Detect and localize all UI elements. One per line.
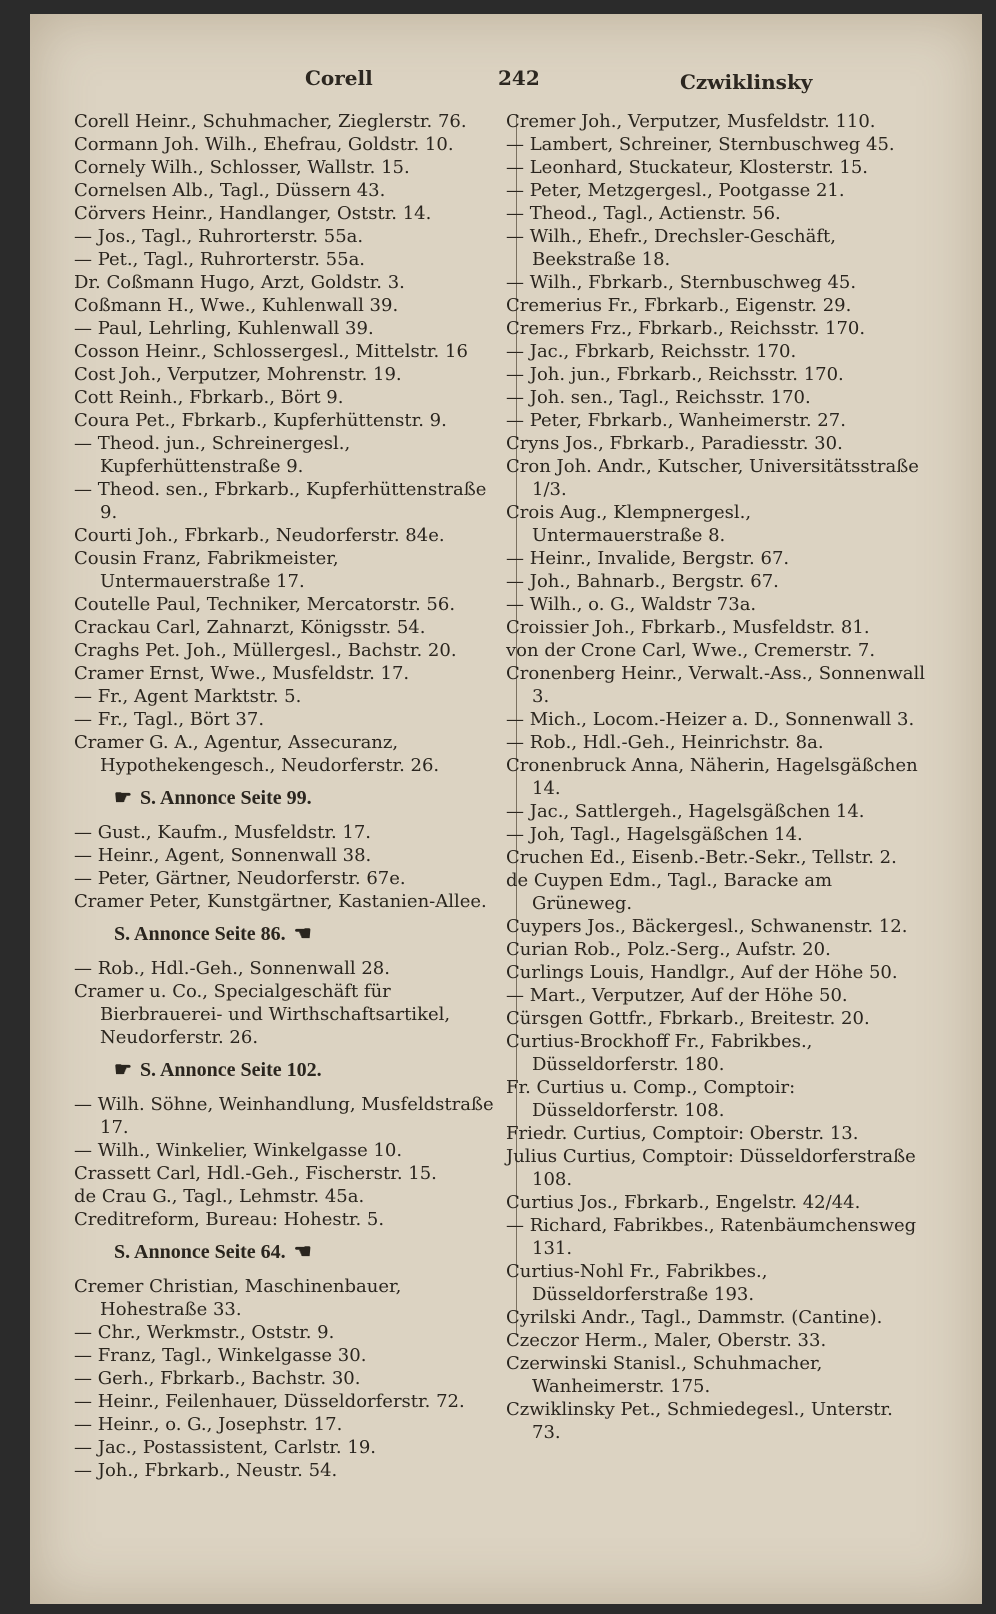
directory-entry: Croissier Joh., Fbrkarb., Musfeldstr. 81.: [506, 617, 870, 638]
header-left-keyword: Corell: [305, 66, 373, 90]
directory-entry: Cyrilski Andr., Tagl., Dammstr. (Cantine).: [506, 1307, 883, 1328]
directory-entry: — Heinr., Feilenhauer, Düsseldorferstr. 72.: [74, 1391, 465, 1412]
directory-entry: Crassett Carl, Hdl.-Geh., Fischerstr. 15.: [74, 1163, 437, 1184]
annonce-text: S. Annonce Seite 64.: [114, 1241, 286, 1263]
annonce-text: S. Annonce Seite 86.: [114, 923, 286, 945]
directory-entry: — Jac., Fbrkarb, Reichsstr. 170.: [506, 341, 797, 362]
directory-entry: — Heinr., Agent, Sonnenwall 38.: [74, 845, 372, 866]
directory-entry: Cuypers Jos., Bäckergesl., Schwanenstr. 12.: [506, 916, 908, 937]
directory-entry: — Wilh., Fbrkarb., Sternbuschweg 45.: [506, 272, 857, 293]
page-number: 242: [498, 66, 540, 90]
directory-entry: — Theod. jun., Schreinergesl., Kupferhüttenstraße 9.: [74, 433, 351, 477]
directory-entry: — Theod. sen., Fbrkarb., Kupferhüttenstraße 9.: [74, 479, 487, 523]
directory-entry: Cost Joh., Verputzer, Mohrenstr. 19.: [74, 364, 402, 385]
directory-entry: — Chr., Werkmstr., Oststr. 9.: [74, 1322, 335, 1343]
directory-entry: — Franz, Tagl., Winkelgasse 30.: [74, 1345, 367, 1366]
directory-entry: Cruchen Ed., Eisenb.-Betr.-Sekr., Tellstr. 2.: [506, 847, 897, 868]
directory-entry: von der Crone Carl, Wwe., Cremerstr. 7.: [506, 640, 876, 661]
directory-entry: Curtius-Brockhoff Fr., Fabrikbes., Düsseldorferstr. 180.: [506, 1031, 813, 1075]
directory-entry: — Wilh. Söhne, Weinhandlung, Musfeldstraße 17.: [74, 1094, 494, 1138]
directory-entry: Crackau Carl, Zahnarzt, Königsstr. 54.: [74, 617, 426, 638]
directory-entry: — Wilh., Winkelier, Winkelgasse 10.: [74, 1140, 403, 1161]
directory-entry: — Gust., Kaufm., Musfeldstr. 17.: [74, 822, 372, 843]
directory-entry: Cornely Wilh., Schlosser, Wallstr. 15.: [74, 157, 410, 178]
directory-entry: — Peter, Metzgergesl., Pootgasse 21.: [506, 180, 845, 201]
directory-entry: Cormann Joh. Wilh., Ehefrau, Goldstr. 10.: [74, 134, 454, 155]
directory-entry: Cremers Frz., Fbrkarb., Reichsstr. 170.: [506, 318, 866, 339]
directory-entry: — Jac., Postassistent, Carlstr. 19.: [74, 1437, 376, 1458]
directory-entry: Cott Reinh., Fbrkarb., Bört 9.: [74, 387, 344, 408]
directory-entry: — Joh., Fbrkarb., Neustr. 54.: [74, 1460, 338, 1481]
directory-entry: — Pet., Tagl., Ruhrorterstr. 55a.: [74, 249, 366, 270]
directory-entry: Cürsgen Gottfr., Fbrkarb., Breitestr. 20.: [506, 1008, 870, 1029]
annonce-reference: [74, 1055, 494, 1085]
annonce-reference: [74, 1237, 494, 1267]
directory-entry: — Peter, Gärtner, Neudorferstr. 67e.: [74, 868, 406, 889]
directory-entry: — Leonhard, Stuckateur, Klosterstr. 15.: [506, 157, 869, 178]
directory-entry: Julius Curtius, Comptoir: Düsseldorferstraße 108.: [506, 1146, 916, 1190]
directory-entry: Crois Aug., Klempnergesl., Untermauerstraße 8.: [506, 502, 752, 546]
pointing-hand-icon: ☛: [114, 787, 132, 809]
directory-entry: Friedr. Curtius, Comptoir: Oberstr. 13.: [506, 1123, 859, 1144]
directory-entry: — Fr., Agent Marktstr. 5.: [74, 686, 302, 707]
directory-entry: Czeczor Herm., Maler, Oberstr. 33.: [506, 1330, 827, 1351]
pointing-hand-icon: ☚: [293, 1241, 312, 1263]
directory-entry: Czerwinski Stanisl., Schuhmacher, Wanheimerstr. 175.: [506, 1353, 823, 1397]
annonce-reference: [74, 783, 494, 813]
annonce-text: S. Annonce Seite 102.: [139, 1059, 322, 1081]
directory-entry: Courti Joh., Fbrkarb., Neudorferstr. 84e.: [74, 525, 445, 546]
directory-entry: Cramer Peter, Kunstgärtner, Kastanien-Allee.: [74, 891, 487, 912]
page-header: [30, 66, 982, 100]
directory-entry: Cornelsen Alb., Tagl., Düssern 43.: [74, 180, 386, 201]
directory-entry: Coßmann H., Wwe., Kuhlenwall 39.: [74, 295, 399, 316]
left-column: [74, 110, 494, 1482]
directory-entry: — Heinr., o. G., Josephstr. 17.: [74, 1414, 343, 1435]
directory-entry: Cosson Heinr., Schlossergesl., Mittelstr. 16: [74, 341, 468, 362]
directory-entry: Cramer u. Co., Specialgeschäft für Bierbrauerei- und Wirthschaftsartikel, Neudorferstr. 26.: [74, 981, 451, 1048]
directory-entry: — Wilh., o. G., Waldstr 73a.: [506, 594, 757, 615]
directory-entry: Cremerius Fr., Fbrkarb., Eigenstr. 29.: [506, 295, 852, 316]
directory-entry: Curtius Jos., Fbrkarb., Engelstr. 42/44.: [506, 1192, 861, 1213]
directory-entry: Curtius-Nohl Fr., Fabrikbes., Düsseldorferstraße 193.: [506, 1261, 768, 1305]
directory-entry: — Rob., Hdl.-Geh., Heinrichstr. 8a.: [506, 732, 824, 753]
directory-entry: — Joh, Tagl., Hagelsgäßchen 14.: [506, 824, 803, 845]
directory-entry: — Wilh., Ehefr., Drechsler-Geschäft, Beekstraße 18.: [506, 226, 837, 270]
directory-entry: Cronenbruck Anna, Näherin, Hagelsgäßchen 14.: [506, 755, 918, 799]
directory-entry: Coura Pet., Fbrkarb., Kupferhüttenstr. 9.: [74, 410, 447, 431]
annonce-text: S. Annonce Seite 99.: [139, 787, 312, 809]
directory-entry: Cousin Franz, Fabrikmeister, Untermauerstraße 17.: [74, 548, 339, 592]
directory-entry: Fr. Curtius u. Comp., Comptoir: Düsseldorferstr. 108.: [506, 1077, 796, 1121]
directory-entry: — Paul, Lehrling, Kuhlenwall 39.: [74, 318, 374, 339]
pointing-hand-icon: ☚: [293, 923, 312, 945]
right-column: [506, 110, 926, 1444]
pointing-hand-icon: ☛: [114, 1059, 132, 1081]
directory-entry: Dr. Coßmann Hugo, Arzt, Goldstr. 3.: [74, 272, 405, 293]
directory-entry: Czwiklinsky Pet., Schmiedegesl., Unterstr. 73.: [506, 1399, 893, 1443]
directory-entry: Cryns Jos., Fbrkarb., Paradiesstr. 30.: [506, 433, 843, 454]
directory-entry: — Joh. jun., Fbrkarb., Reichsstr. 170.: [506, 364, 844, 385]
directory-entry: Cramer Ernst, Wwe., Musfeldstr. 17.: [74, 663, 410, 684]
annonce-reference: [74, 919, 494, 949]
directory-entry: Cörvers Heinr., Handlanger, Oststr. 14.: [74, 203, 432, 224]
directory-page: [30, 14, 982, 1604]
directory-entry: de Crau G., Tagl., Lehmstr. 45a.: [74, 1186, 365, 1207]
directory-entry: — Theod., Tagl., Actienstr. 56.: [506, 203, 781, 224]
directory-entry: — Gerh., Fbrkarb., Bachstr. 30.: [74, 1368, 361, 1389]
directory-entry: Coutelle Paul, Techniker, Mercatorstr. 56.: [74, 594, 456, 615]
directory-entry: — Rob., Hdl.-Geh., Sonnenwall 28.: [74, 958, 390, 979]
directory-entry: — Mart., Verputzer, Auf der Höhe 50.: [506, 985, 848, 1006]
directory-entry: Creditreform, Bureau: Hohestr. 5.: [74, 1209, 385, 1230]
directory-entry: — Joh. sen., Tagl., Reichsstr. 170.: [506, 387, 811, 408]
directory-entry: — Joh., Bahnarb., Bergstr. 67.: [506, 571, 779, 592]
directory-entry: Curlings Louis, Handlgr., Auf der Höhe 50.: [506, 962, 898, 983]
directory-entry: Cramer G. A., Agentur, Assecuranz, Hypothekengesch., Neudorferstr. 26.: [74, 732, 440, 776]
directory-entry: Cronenberg Heinr., Verwalt.-Ass., Sonnenwall 3.: [506, 663, 925, 707]
directory-entry: — Richard, Fabrikbes., Ratenbäumchensweg 131.: [506, 1215, 917, 1259]
directory-entry: — Jac., Sattlergeh., Hagelsgäßchen 14.: [506, 801, 865, 822]
directory-entry: Cremer Christian, Maschinenbauer, Hohestraße 33.: [74, 1276, 402, 1320]
directory-entry: Corell Heinr., Schuhmacher, Zieglerstr. 76.: [74, 111, 467, 132]
directory-entry: Curian Rob., Polz.-Serg., Aufstr. 20.: [506, 939, 831, 960]
directory-entry: Cron Joh. Andr., Kutscher, Universitätsstraße 1/3.: [506, 456, 919, 500]
directory-entry: de Cuypen Edm., Tagl., Baracke am Grüneweg.: [506, 870, 833, 914]
directory-entry: — Heinr., Invalide, Bergstr. 67.: [506, 548, 790, 569]
directory-entry: — Jos., Tagl., Ruhrorterstr. 55a.: [74, 226, 364, 247]
directory-entry: — Mich., Locom.-Heizer a. D., Sonnenwall 3.: [506, 709, 915, 730]
directory-entry: — Lambert, Schreiner, Sternbuschweg 45.: [506, 134, 895, 155]
directory-entry: — Fr., Tagl., Bört 37.: [74, 709, 265, 730]
header-right-keyword: Czwiklinsky: [680, 70, 813, 94]
directory-entry: Cremer Joh., Verputzer, Musfeldstr. 110.: [506, 111, 876, 132]
directory-entry: — Peter, Fbrkarb., Wanheimerstr. 27.: [506, 410, 846, 431]
directory-entry: Craghs Pet. Joh., Müllergesl., Bachstr. 20.: [74, 640, 457, 661]
